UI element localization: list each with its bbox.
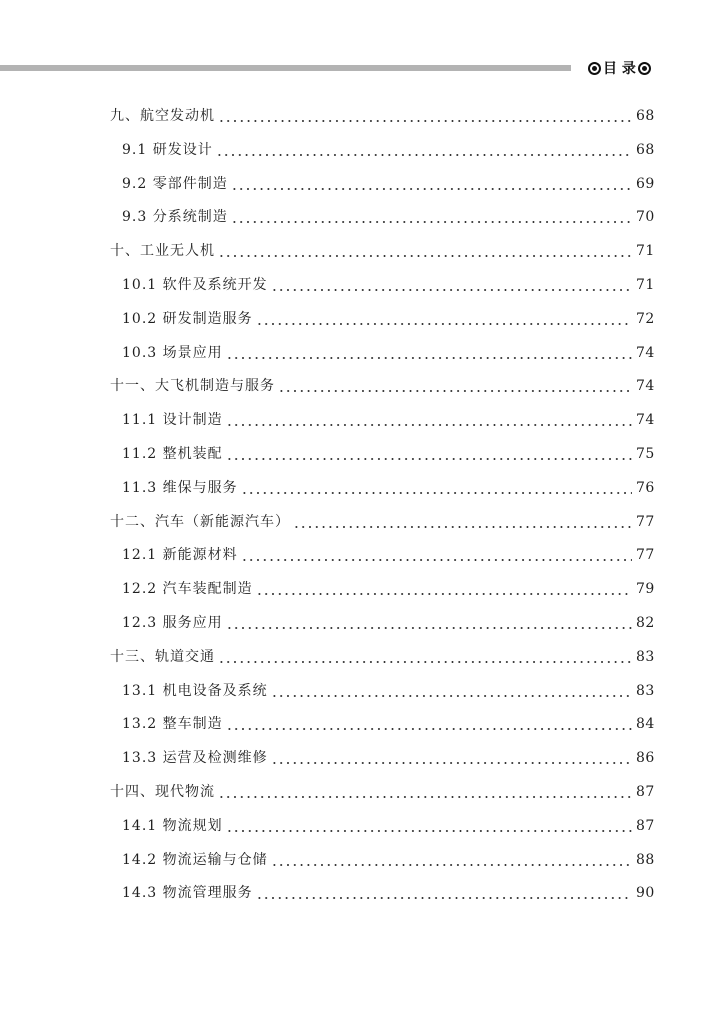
toc-page-number: 77 xyxy=(636,547,655,564)
toc-entry-title: 11.1 设计制造 xyxy=(122,412,223,429)
dot-leader xyxy=(231,172,632,196)
toc-entry-title: 14.2 物流运输与仓储 xyxy=(122,851,268,868)
toc-section-entry[interactable] xyxy=(122,577,654,601)
toc-chapter-entry[interactable] xyxy=(110,645,654,669)
toc-page-number: 71 xyxy=(636,243,655,260)
dot-leader xyxy=(226,442,632,466)
toc-chapter-entry[interactable] xyxy=(110,239,654,263)
toc-entry-title: 12.2 汽车装配制造 xyxy=(122,581,253,598)
toc-entry-title: 十二、汽车（新能源汽车） xyxy=(110,513,290,530)
toc-section-entry[interactable] xyxy=(122,543,654,567)
toc-section-entry[interactable] xyxy=(122,848,654,872)
toc-entry-title: 十四、现代物流 xyxy=(110,784,215,800)
toc-page-number: 82 xyxy=(636,615,655,631)
toc-entry-title: 13.2 整车制造 xyxy=(122,716,223,733)
toc-entry-title: 十一、大飞机制造与服务 xyxy=(110,378,275,395)
toc-page-number: 68 xyxy=(636,108,655,124)
toc-page-number: 76 xyxy=(636,479,655,496)
toc-entry-title: 13.1 机电设备及系统 xyxy=(122,682,268,699)
dot-leader xyxy=(271,273,632,297)
toc-entry-title: 9.2 零部件制造 xyxy=(122,175,228,192)
toc-section-entry[interactable] xyxy=(122,712,654,736)
bullet-circle-icon xyxy=(588,62,601,75)
toc-entry-title: 十三、轨道交通 xyxy=(110,648,215,665)
toc-entry-title: 11.2 整机装配 xyxy=(122,446,223,462)
running-header-title: 目 录 xyxy=(603,61,636,77)
dot-leader xyxy=(218,780,632,804)
toc-section-entry[interactable] xyxy=(122,408,654,432)
toc-page-number: 74 xyxy=(636,378,655,395)
toc-page-number: 84 xyxy=(636,716,655,733)
toc-page-number: 68 xyxy=(636,141,655,158)
toc-entry-title: 十、工业无人机 xyxy=(110,243,215,260)
toc-entry-title: 10.2 研发制造服务 xyxy=(122,310,253,327)
toc-entry-title: 14.3 物流管理服务 xyxy=(122,885,253,902)
dot-leader xyxy=(226,814,632,838)
dot-leader xyxy=(271,679,632,703)
toc-entry-title: 12.3 服务应用 xyxy=(122,615,223,631)
dot-leader xyxy=(241,476,632,500)
toc-page-number: 71 xyxy=(636,277,655,293)
toc-chapter-entry[interactable] xyxy=(110,780,654,804)
header-rule xyxy=(0,65,571,71)
dot-leader xyxy=(226,712,632,736)
dot-leader xyxy=(226,408,632,432)
toc-page-number: 69 xyxy=(636,175,655,192)
dot-leader xyxy=(231,205,632,229)
dot-leader xyxy=(226,611,632,635)
toc-page-number: 74 xyxy=(636,344,655,361)
toc-section-entry[interactable] xyxy=(122,273,654,297)
toc-entry-title: 11.3 维保与服务 xyxy=(122,479,238,496)
toc-page-number: 88 xyxy=(636,851,655,868)
dot-leader xyxy=(218,645,632,669)
toc-page-number: 90 xyxy=(636,885,655,902)
toc-page-number: 87 xyxy=(636,784,655,800)
dot-leader xyxy=(293,510,632,534)
toc-page-number: 70 xyxy=(636,209,655,226)
dot-leader xyxy=(218,239,632,263)
toc-chapter-entry[interactable] xyxy=(110,510,654,534)
dot-leader xyxy=(218,104,632,128)
toc-chapter-entry[interactable] xyxy=(110,104,654,128)
toc-section-entry[interactable] xyxy=(122,476,654,500)
dot-leader xyxy=(256,577,632,601)
dot-leader xyxy=(256,307,632,331)
toc-section-entry[interactable] xyxy=(122,442,654,466)
toc-section-entry[interactable] xyxy=(122,307,654,331)
toc-section-entry[interactable] xyxy=(122,172,654,196)
toc-page-number: 75 xyxy=(636,446,655,462)
dot-leader xyxy=(216,138,632,162)
toc-entry-title: 10.3 场景应用 xyxy=(122,344,223,361)
toc-entry-title: 9.1 研发设计 xyxy=(122,141,213,158)
toc-section-entry[interactable] xyxy=(122,746,654,770)
toc-page-number: 72 xyxy=(636,310,655,327)
toc-section-entry[interactable] xyxy=(122,341,654,365)
dot-leader xyxy=(241,543,632,567)
toc-entry-title: 14.1 物流规划 xyxy=(122,817,223,834)
toc-page-number: 87 xyxy=(636,817,655,834)
toc-page-number: 83 xyxy=(636,682,655,699)
dot-leader xyxy=(271,848,632,872)
toc-page-number: 83 xyxy=(636,648,655,665)
toc-section-entry[interactable] xyxy=(122,138,654,162)
toc-section-entry[interactable] xyxy=(122,611,654,635)
toc-chapter-entry[interactable] xyxy=(110,374,654,398)
dot-leader xyxy=(256,881,632,905)
toc-page-number: 77 xyxy=(636,513,655,530)
toc-page-number: 86 xyxy=(636,750,655,767)
dot-leader xyxy=(278,374,632,398)
toc-entry-title: 九、航空发动机 xyxy=(110,108,215,124)
dot-leader xyxy=(226,341,632,365)
toc-entry-title: 9.3 分系统制造 xyxy=(122,209,228,226)
toc-section-entry[interactable] xyxy=(122,679,654,703)
running-header xyxy=(588,58,666,78)
toc-section-entry[interactable] xyxy=(122,205,654,229)
toc-page-number: 79 xyxy=(636,581,655,598)
dot-leader xyxy=(271,746,632,770)
toc-entry-title: 13.3 运营及检测维修 xyxy=(122,750,268,767)
bullet-circle-icon xyxy=(638,62,651,75)
toc-entry-title: 10.1 软件及系统开发 xyxy=(122,277,268,293)
toc-page-number: 74 xyxy=(636,412,655,429)
toc-section-entry[interactable] xyxy=(122,814,654,838)
toc-entry-title: 12.1 新能源材料 xyxy=(122,547,238,564)
toc-section-entry[interactable] xyxy=(122,881,654,905)
